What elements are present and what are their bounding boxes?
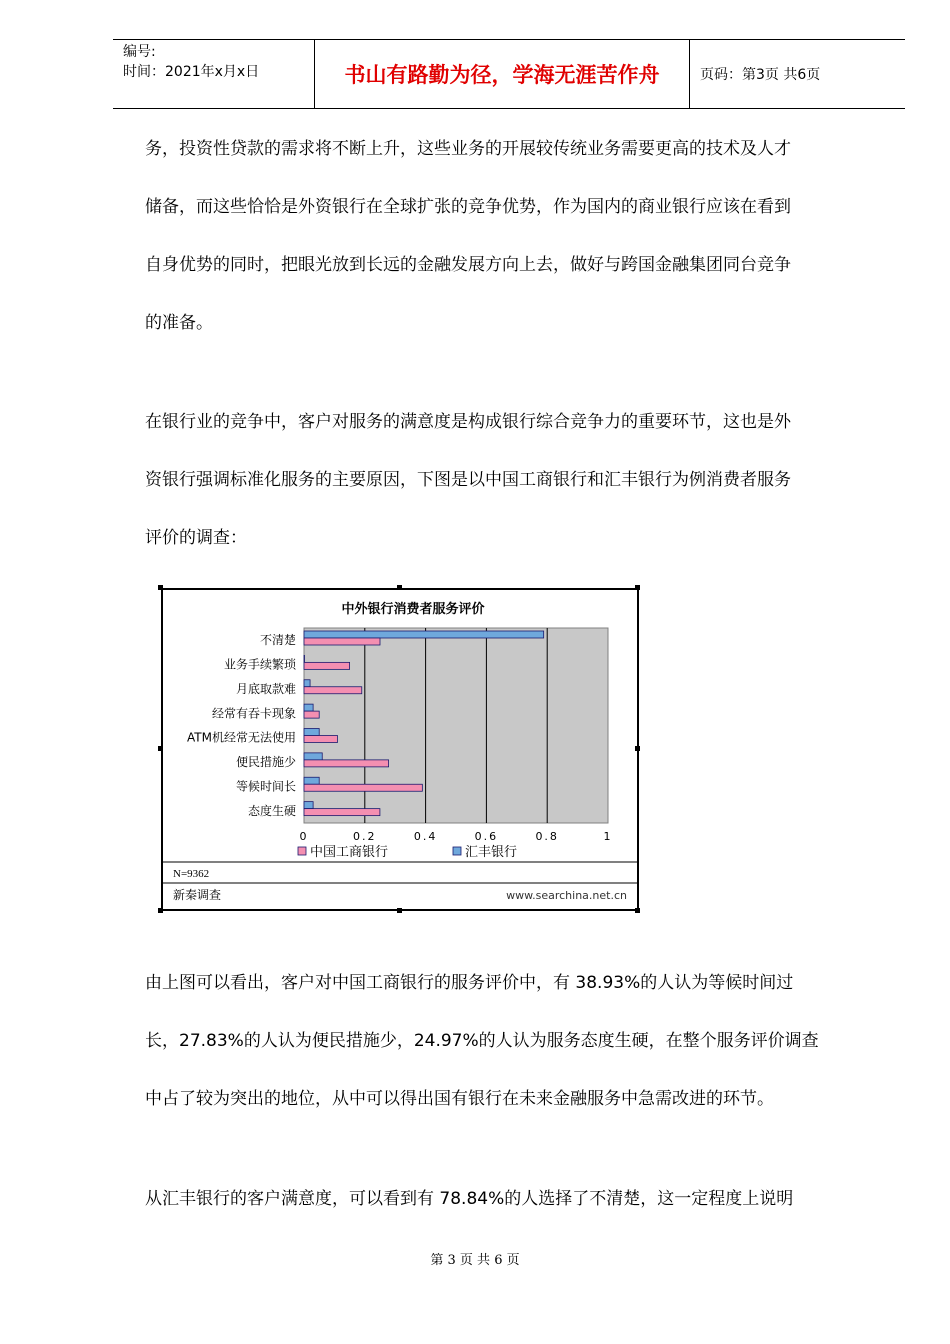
resize-handle[interactable] (635, 585, 640, 590)
paragraph-1 (145, 120, 880, 352)
x-tick-label: 0.6 (474, 830, 499, 843)
category-label: 不清楚 (259, 633, 296, 648)
paragraph-line: 由上图可以看出，客户对中国工商银行的服务评价中，有 38.93%的人认为等候时间过 (145, 973, 794, 993)
bar-hsbc (304, 753, 322, 760)
paragraph-line: 资银行强调标准化服务的主要原因，下图是以中国工商银行和汇丰银行为例消费者服务 (145, 470, 791, 490)
bar-hsbc (304, 680, 310, 687)
paragraph-line: 的准备。 (145, 313, 213, 333)
category-label: ATM机经常无法使用 (187, 730, 296, 745)
category-label: 便民措施少 (235, 755, 296, 770)
bar-icbc (304, 760, 389, 767)
resize-handle[interactable] (158, 746, 163, 751)
category-label: 态度生硬 (247, 803, 296, 818)
paragraph-4 (145, 1170, 880, 1228)
resize-handle[interactable] (158, 908, 163, 913)
paragraph-line: 在银行业的竞争中，客户对服务的满意度是构成银行综合竞争力的重要环节，这也是外 (145, 412, 791, 432)
category-label: 月底取款难 (235, 681, 296, 696)
chart-svg (163, 590, 637, 909)
time-label: 时间：2021年x月x日 (123, 64, 260, 80)
resize-handle[interactable] (158, 585, 163, 590)
bar-hsbc (304, 655, 305, 662)
header-motto: 书山有路勤为径，学海无涯苦作舟 (315, 40, 690, 108)
bar-icbc (304, 809, 380, 816)
x-tick-label: 1 (603, 830, 613, 843)
survey-chart[interactable] (161, 588, 639, 911)
category-label: 等候时间长 (235, 779, 296, 794)
bar-hsbc (304, 802, 313, 809)
legend-swatch (298, 847, 306, 855)
paragraph-3 (145, 954, 880, 1128)
sample-size-note: N=9362 (173, 868, 210, 880)
legend-swatch (453, 847, 461, 855)
paragraph-line: 长，27.83%的人认为便民措施少，24.97%的人认为服务态度生硬，在整个服务评价调查 (145, 1031, 819, 1051)
page-header (113, 39, 905, 109)
resize-handle[interactable] (397, 585, 402, 590)
paragraph-line: 自身优势的同时，把眼光放到长远的金融发展方向上去，做好与跨国金融集团同台竞争 (145, 255, 791, 275)
bar-hsbc (304, 729, 319, 736)
x-tick-label: 0 (299, 830, 309, 843)
page-footer: 第 3 页 共 6 页 (430, 1253, 520, 1268)
paragraph-line: 评价的调查： (145, 528, 247, 548)
x-tick-label: 0.4 (413, 830, 438, 843)
resize-handle[interactable] (397, 908, 402, 913)
paragraph-line: 务，投资性贷款的需求将不断上升，这些业务的开展较传统业务需要更高的技术及人才 (145, 139, 791, 159)
bar-hsbc (304, 704, 313, 711)
legend-label: 中国工商银行 (310, 845, 389, 860)
paragraph-line: 储备，而这些恰恰是外资银行在全球扩张的竞争优势，作为国内的商业银行应该在看到 (145, 197, 791, 217)
category-label: 经常有吞卡现象 (211, 706, 296, 721)
category-label: 业务手续繁琐 (223, 657, 296, 672)
x-tick-label: 0.8 (535, 830, 559, 843)
chart-title: 中外银行消费者服务评价 (341, 602, 485, 617)
bar-icbc (304, 711, 319, 718)
plot-area (304, 628, 608, 823)
header-meta (113, 40, 315, 108)
paragraph-line: 中占了较为突出的地位，从中可以得出国有银行在未来金融服务中急需改进的环节。 (145, 1089, 774, 1109)
header-page-label: 页码：第3页 共6页 (700, 67, 821, 83)
bar-icbc (304, 662, 350, 669)
bar-icbc (304, 784, 422, 791)
bar-hsbc (304, 777, 319, 784)
resize-handle[interactable] (635, 908, 640, 913)
resize-handle[interactable] (635, 746, 640, 751)
bar-icbc (304, 687, 362, 694)
bar-icbc (304, 638, 380, 645)
number-label: 编号: (123, 44, 156, 60)
paragraph-line: 从汇丰银行的客户满意度，可以看到有 78.84%的人选择了不清楚，这一定程度上说明 (145, 1189, 794, 1209)
x-tick-label: 0.2 (353, 830, 377, 843)
bar-icbc (304, 736, 337, 743)
watermark-url: www.searchina.net.cn (506, 889, 627, 902)
bar-hsbc (304, 631, 544, 638)
legend-label: 汇丰银行 (465, 845, 518, 860)
paragraph-2 (145, 393, 880, 567)
source-note: 新秦调查 (173, 888, 222, 902)
